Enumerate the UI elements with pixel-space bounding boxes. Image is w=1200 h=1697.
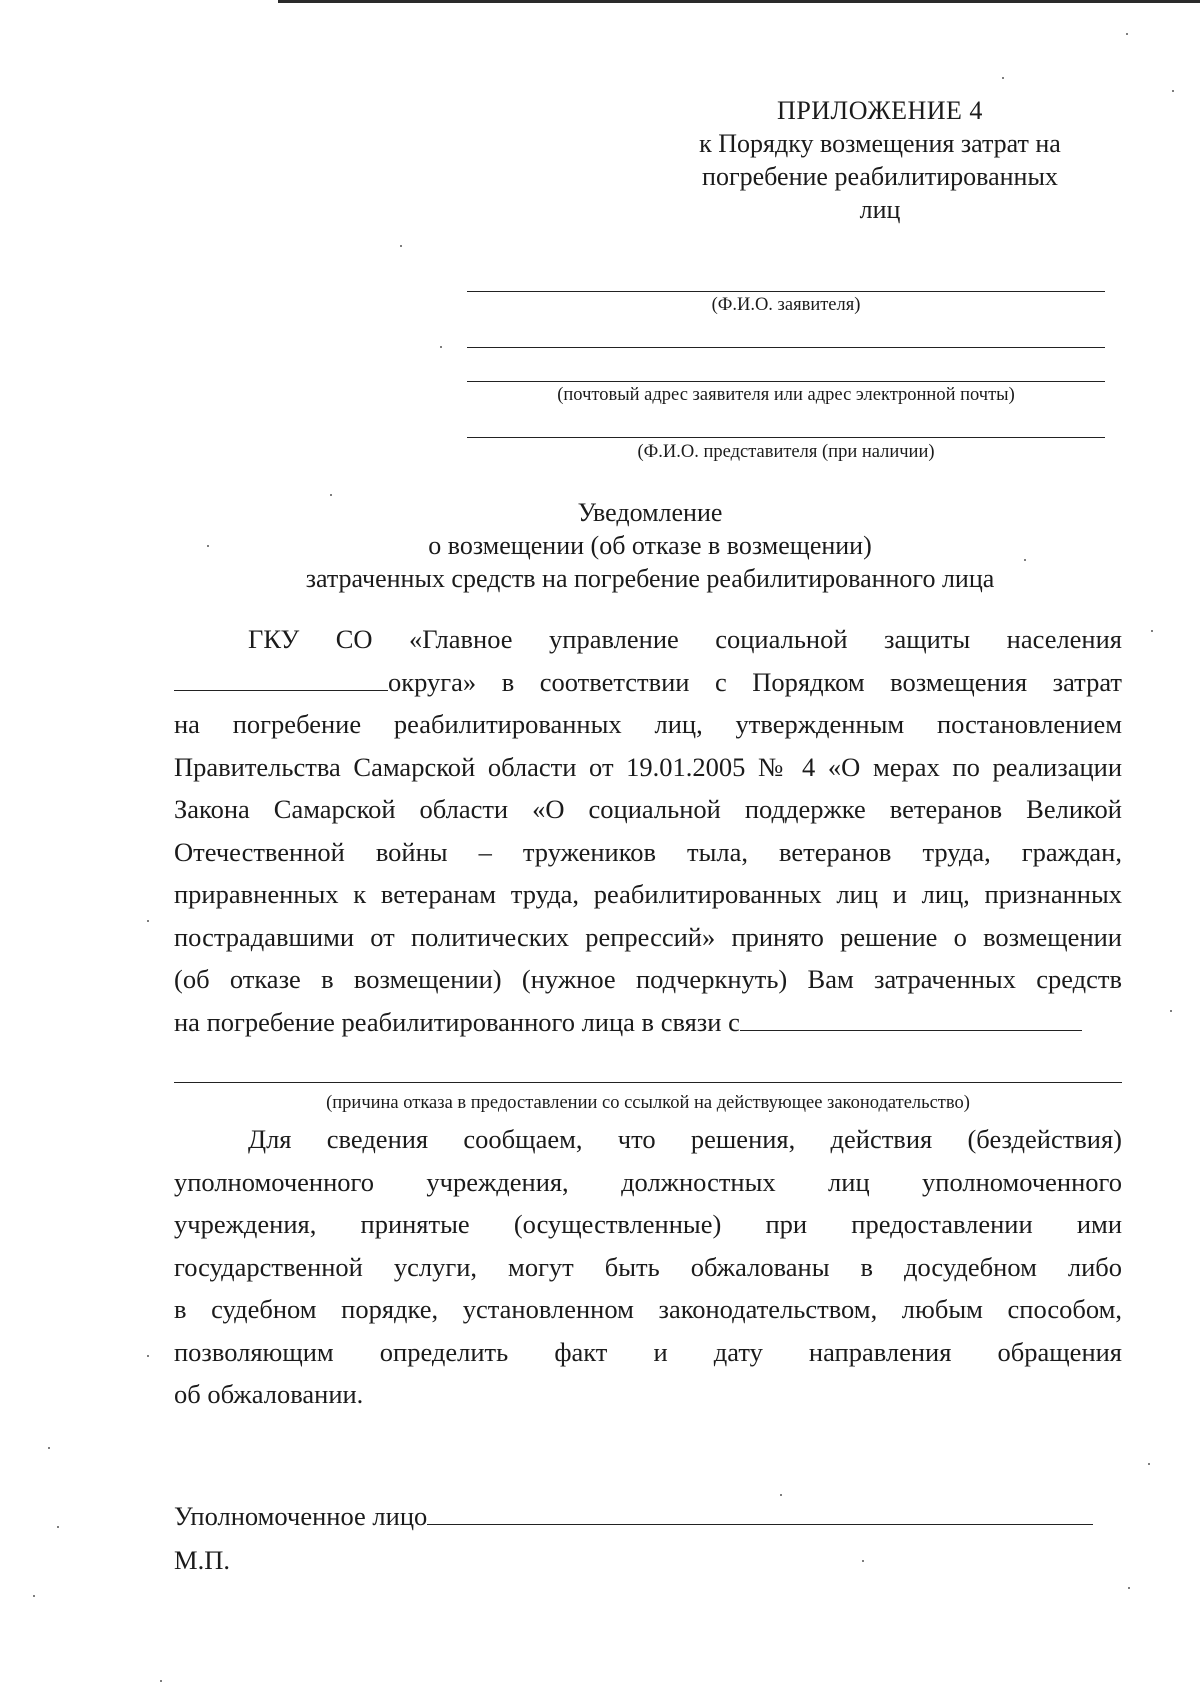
- paragraph-line: приравненных к ветеранам труда, реабилитированных лиц и лиц, признанных: [174, 879, 1122, 909]
- paragraph-line: государственной услуги, могут быть обжалованы в досудебном либо: [174, 1251, 1122, 1282]
- scan-speck: [33, 1595, 35, 1597]
- paragraph-line: об обжаловании.: [174, 1379, 364, 1409]
- scan-speck: [207, 545, 209, 547]
- paragraph-line: Закона Самарской области «О социальной поддержке ветеранов Великой: [174, 794, 1122, 824]
- notice-title: Уведомление: [577, 498, 723, 527]
- scan-speck: [57, 1526, 59, 1528]
- scan-speck: [48, 1447, 50, 1449]
- scan-speck: [1151, 630, 1153, 632]
- paragraph-line: на погребение реабилитированных лиц, утвержденным постановлением: [174, 709, 1122, 739]
- paragraph-line: пострадавшими от политических репрессий» принято решение о возмещении: [174, 921, 1122, 952]
- notice-heading: [170, 496, 1130, 595]
- scan-speck: [160, 1680, 162, 1682]
- scan-speck: [1002, 77, 1004, 79]
- district-blank[interactable]: [174, 668, 388, 691]
- applicant-name-line[interactable]: [467, 291, 1105, 292]
- signature-label: Уполномоченное лицо: [174, 1501, 428, 1531]
- scan-speck: [330, 494, 332, 496]
- signature-block: [174, 1494, 1134, 1582]
- scan-speck: [1024, 559, 1026, 561]
- paragraph-line: уполномоченного учреждения, должностных лиц уполномоченного: [174, 1166, 1122, 1197]
- paragraph-line: Отечественной войны – тружеников тыла, ветеранов труда, граждан,: [174, 836, 1122, 867]
- scan-speck: [440, 346, 442, 348]
- applicant-name-caption: (Ф.И.О. заявителя): [711, 295, 861, 315]
- applicant-address-line-2[interactable]: [467, 381, 1105, 382]
- appendix-line-3: лиц: [859, 195, 901, 224]
- applicant-address-line-1[interactable]: [467, 347, 1105, 348]
- scan-speck: [780, 1494, 782, 1496]
- appendix-header: [660, 94, 1100, 226]
- representative-name-line[interactable]: [467, 437, 1105, 438]
- notice-subtitle-2: затраченных средств на погребение реабилитированного лица: [305, 564, 995, 593]
- paragraph-line: Для сведения сообщаем, что решения, действия (бездействия): [248, 1124, 1122, 1154]
- scan-speck: [1172, 90, 1174, 92]
- appendix-title: ПРИЛОЖЕНИЕ 4: [777, 96, 983, 125]
- appendix-line-2: погребение реабилитированных: [702, 162, 1058, 191]
- scan-top-edge: [278, 0, 1200, 3]
- paragraph-line: в судебном порядке, установленном законодательством, любым способом,: [174, 1294, 1122, 1324]
- stamp-place: М.П.: [174, 1545, 230, 1575]
- reason-blank[interactable]: [740, 1008, 1082, 1031]
- scan-speck: [1128, 1587, 1130, 1589]
- appeal-paragraph: [174, 1118, 1122, 1416]
- scan-speck: [1170, 1010, 1172, 1012]
- paragraph-line: учреждения, принятые (осуществленные) при предоставлении ими: [174, 1209, 1122, 1239]
- paragraph-line: позволяющим определить факт и дату направления обращения: [174, 1336, 1122, 1367]
- signature-row: [174, 1494, 1134, 1538]
- applicant-address-caption: (почтовый адрес заявителя или адрес электронной почты): [557, 385, 1015, 405]
- scan-speck: [862, 1560, 864, 1562]
- scan-speck: [1148, 1463, 1150, 1465]
- scan-speck: [1126, 33, 1128, 35]
- appendix-line-1: к Порядку возмещения затрат на: [699, 129, 1061, 158]
- refusal-reason-caption: (причина отказа в предоставлении со ссылкой на действующее законодательство): [326, 1093, 970, 1113]
- scan-speck: [147, 920, 149, 922]
- paragraph-line: Правительства Самарской области от 19.01.2005 № 4 «О мерах по реализации: [174, 751, 1122, 782]
- refusal-reason-line[interactable]: [174, 1082, 1122, 1083]
- scan-speck: [400, 245, 402, 247]
- paragraph-line: округа» в соответствии с Порядком возмещения затрат: [174, 661, 1122, 704]
- decision-paragraph: [174, 618, 1122, 1043]
- signature-blank[interactable]: [427, 1502, 1093, 1525]
- paragraph-line: на погребение реабилитированного лица в связи с: [174, 1001, 1122, 1044]
- scan-speck: [147, 1355, 149, 1357]
- notice-subtitle-1: о возмещении (об отказе в возмещении): [428, 531, 872, 560]
- representative-name-caption: (Ф.И.О. представителя (при наличии): [637, 442, 935, 462]
- paragraph-line: (об отказе в возмещении) (нужное подчеркнуть) Вам затраченных средств: [174, 964, 1122, 994]
- paragraph-line: ГКУ СО «Главное управление социальной защиты населения: [248, 624, 1122, 654]
